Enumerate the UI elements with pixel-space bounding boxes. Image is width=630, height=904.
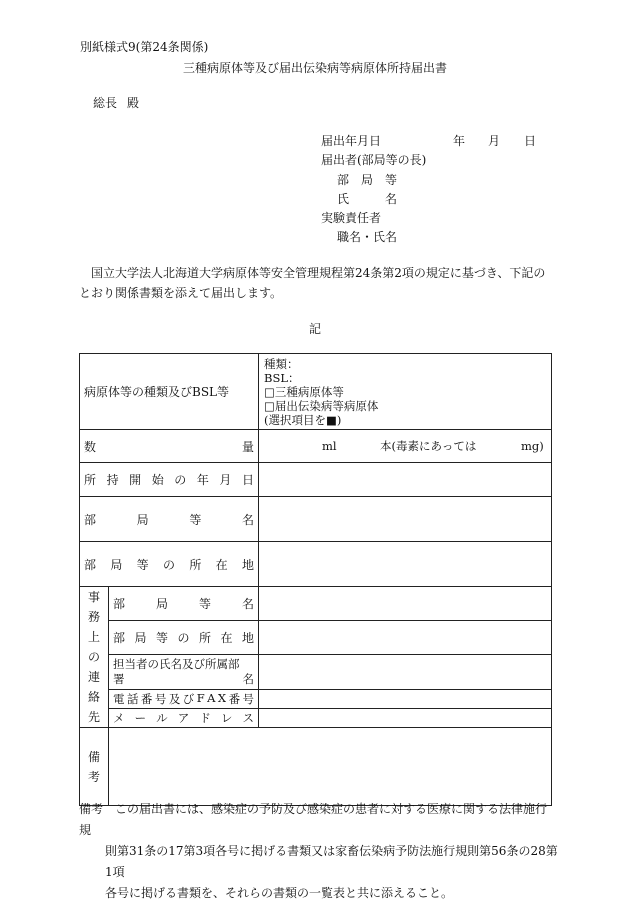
contact-person-label: 担当者の氏名及び所属部 署 名 (113, 656, 255, 686)
body-paragraph: 国立大学法人北海道大学病原体等安全管理規程第24条第2項の規定に基づき、下記のとおり関係書類を添えて届出します。 (79, 266, 546, 300)
contact-phone-label-cell (109, 689, 259, 708)
registration-table (79, 353, 552, 806)
footnote-text-2: 則第31条の17第3項各号に掲げる書類又は家畜伝染病予防法施行規則第56条の28第1項 (105, 844, 558, 879)
contact-person-label-cell (109, 655, 259, 689)
dept-name-label-cell (80, 497, 259, 542)
contact-location-label-cell (109, 621, 259, 655)
filer-dept-label: 部 局 等 (337, 173, 398, 187)
contact-dept-label-cell (109, 587, 259, 621)
filing-date-row (321, 135, 551, 149)
contact-vertical-label: 事 務 上 の 連 絡 先 (80, 587, 109, 728)
day-label: 日 (524, 134, 537, 148)
form-reference: 別紙様式9(第24条関係) (80, 40, 209, 54)
contact-dept-label: 部 局 等 名 (113, 597, 255, 612)
footnote (79, 799, 559, 904)
notifiable-checkbox[interactable]: □届出伝染病等病原体 (264, 398, 379, 413)
remarks-vertical-label: 備 考 (80, 728, 109, 806)
addressee-name: 総長 (93, 96, 118, 110)
filing-date-label: 届出年月日 (321, 134, 382, 148)
start-date-label: 所 持 開 始 の 年 月 日 (84, 473, 254, 487)
quantity-field[interactable] (259, 430, 552, 463)
contact-person-field[interactable] (259, 655, 552, 689)
dept-location-label-cell (80, 542, 259, 587)
bsl-line: BSL： (264, 370, 300, 385)
quantity-ml-unit: ml (322, 439, 337, 453)
filer-label: 届出者(部局等の長) (321, 153, 427, 167)
contact-email-label: メ ー ル ア ド レ ス (113, 710, 254, 725)
filer-name-label: 氏 名 (337, 192, 398, 206)
addressee-honorific: 殿 (127, 96, 140, 110)
experimenter-label: 実験責任者 (321, 211, 382, 225)
addressee (93, 97, 149, 109)
contact-location-field[interactable] (259, 621, 552, 655)
quantity-label-cell (80, 430, 259, 463)
quantity-mg-unit: mg) (521, 439, 544, 453)
pathogen-type-label: 病原体等の種類及びBSL等 (84, 385, 230, 399)
contact-email-field[interactable] (259, 708, 552, 727)
ki-heading: 記 (308, 322, 321, 336)
position-name-label: 職名・氏名 (337, 230, 398, 244)
dept-location-label: 部 局 等 の 所 在 地 (84, 557, 254, 572)
contact-email-label-cell (109, 708, 259, 727)
start-date-field[interactable] (259, 463, 552, 497)
remarks-field[interactable] (109, 728, 552, 806)
dept-name-field[interactable] (259, 497, 552, 542)
document-title: 三種病原体等及び届出伝染病等病原体所持届出書 (182, 61, 447, 75)
type-line: 種類： (264, 356, 299, 371)
footnote-label: 備考 (79, 802, 104, 816)
contact-dept-field[interactable] (259, 587, 552, 621)
pathogen-type-label-cell (80, 354, 259, 430)
selection-hint: (選択項目を■) (264, 412, 342, 427)
quantity-label-a: 数 (84, 439, 97, 454)
month-label: 月 (488, 134, 501, 148)
quantity-toxin-text: 本(毒素にあっては (380, 439, 477, 453)
dept-location-field[interactable] (259, 542, 552, 587)
class3-checkbox[interactable]: □三種病原体等 (264, 384, 344, 399)
contact-location-label: 部 局 等 の 所 在 地 (113, 631, 255, 646)
contact-phone-label: 電 話 番 号 及 び F A X 番 号 (113, 690, 255, 706)
dept-name-label: 部 局 等 名 (84, 512, 254, 527)
quantity-label-b: 量 (242, 439, 255, 454)
footnote-text-3: 各号に掲げる書類を、それらの書類の一覧表と共に添えること。 (105, 886, 454, 900)
year-label: 年 (453, 134, 466, 148)
contact-phone-field[interactable] (259, 689, 552, 708)
start-date-label-cell (80, 463, 259, 497)
pathogen-type-field[interactable] (259, 354, 552, 430)
footnote-text-1: この届出書には、感染症の予防及び感染症の患者に対する医療に関する法律施行規 (79, 802, 548, 837)
